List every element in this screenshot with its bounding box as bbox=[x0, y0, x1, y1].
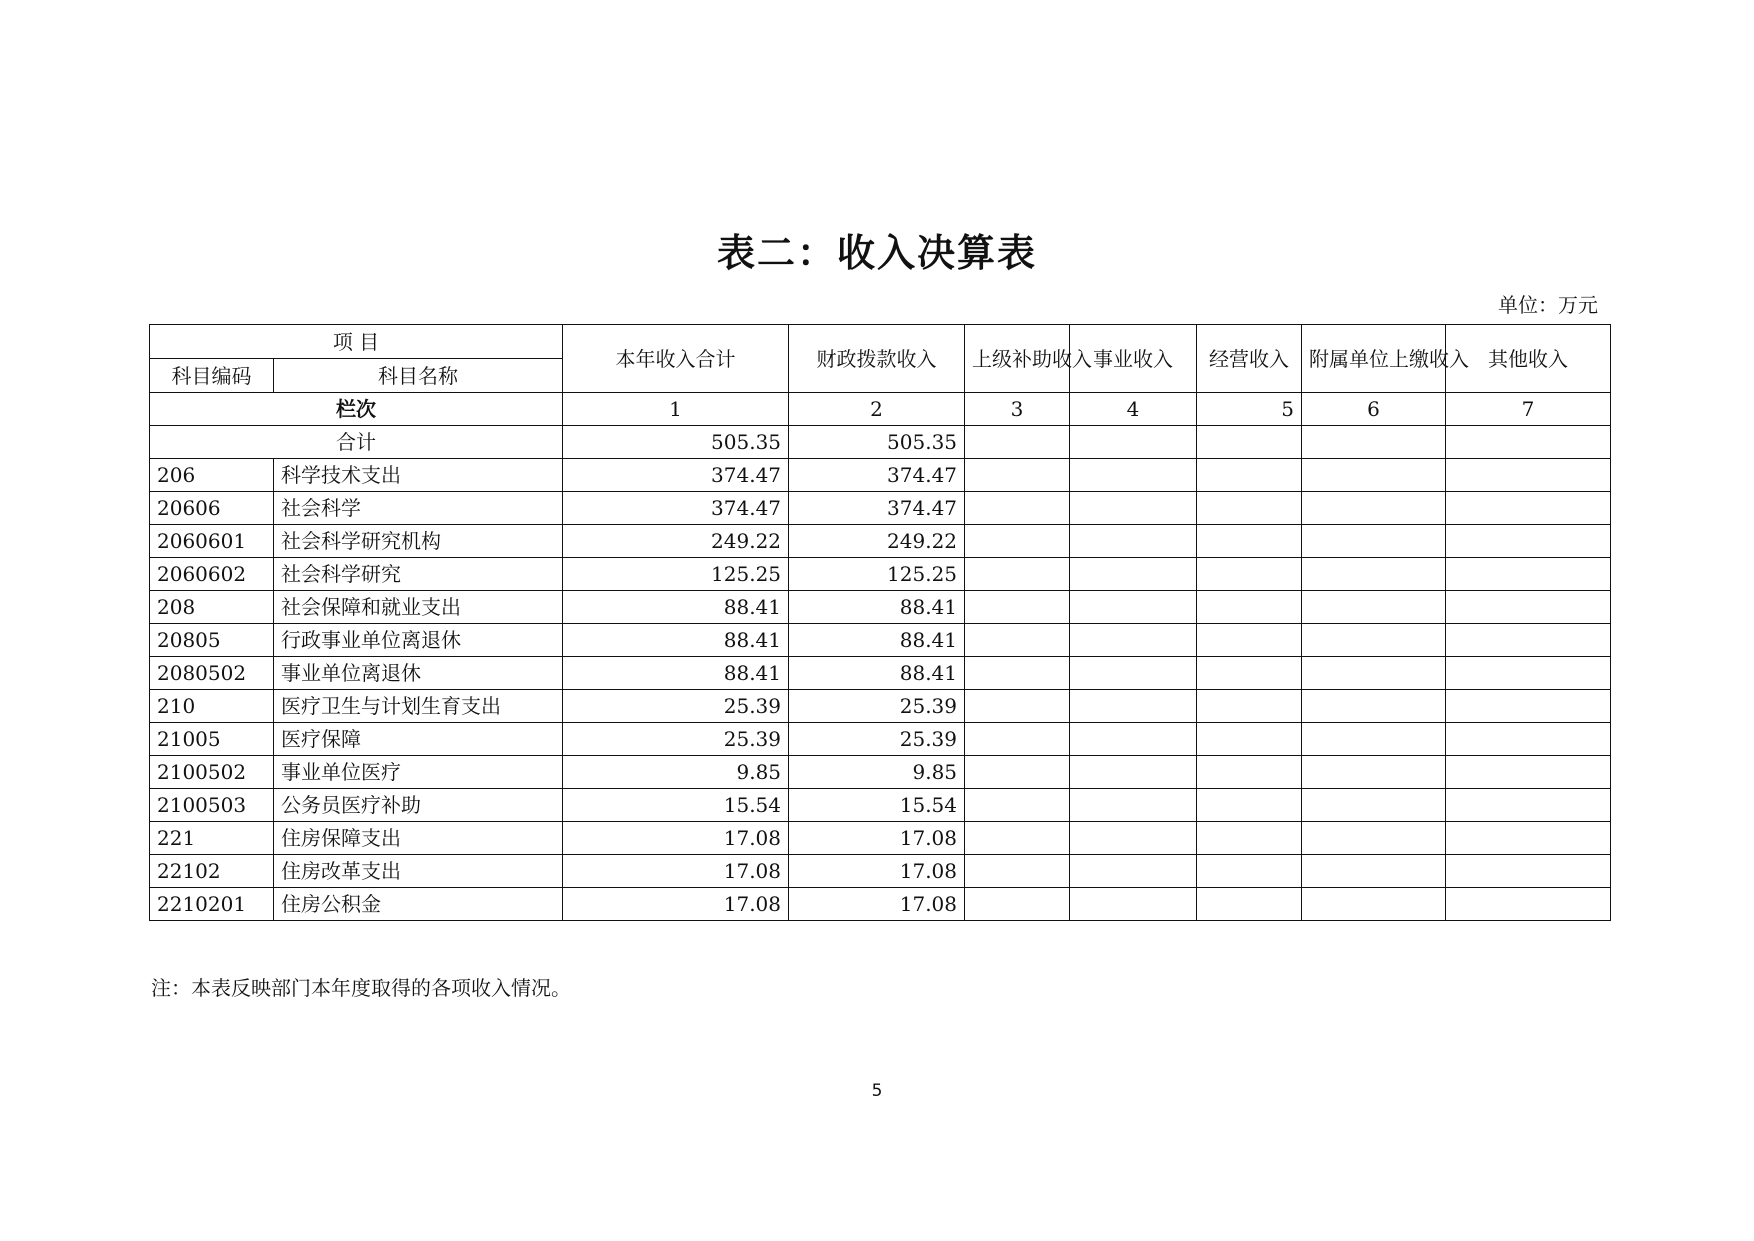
empty-cell bbox=[1070, 822, 1197, 855]
header-item: 项 目 bbox=[150, 325, 563, 359]
empty-cell bbox=[1302, 657, 1446, 690]
empty-cell bbox=[965, 888, 1070, 921]
empty-cell bbox=[1446, 789, 1611, 822]
fiscal-income: 374.47 bbox=[789, 459, 965, 492]
index-label: 栏次 bbox=[150, 393, 563, 426]
empty-cell bbox=[1302, 591, 1446, 624]
fiscal-income: 17.08 bbox=[789, 888, 965, 921]
header-name: 科目名称 bbox=[274, 359, 563, 393]
empty-cell bbox=[1302, 822, 1446, 855]
subject-name: 事业单位医疗 bbox=[274, 756, 563, 789]
empty-cell bbox=[965, 789, 1070, 822]
empty-cell bbox=[965, 690, 1070, 723]
table-row bbox=[150, 657, 1611, 690]
empty-cell bbox=[1446, 756, 1611, 789]
subject-code: 2080502 bbox=[150, 657, 274, 690]
table-row bbox=[150, 690, 1611, 723]
income-total: 374.47 bbox=[563, 492, 789, 525]
empty-cell bbox=[965, 558, 1070, 591]
empty-cell bbox=[965, 591, 1070, 624]
empty-cell bbox=[1446, 591, 1611, 624]
fiscal-value: 505.35 bbox=[789, 426, 965, 459]
empty-cell bbox=[1197, 723, 1302, 756]
income-total: 25.39 bbox=[563, 723, 789, 756]
index-2: 2 bbox=[789, 393, 965, 426]
index-4: 4 bbox=[1070, 393, 1197, 426]
income-total: 9.85 bbox=[563, 756, 789, 789]
subject-name: 行政事业单位离退休 bbox=[274, 624, 563, 657]
empty-cell bbox=[965, 492, 1070, 525]
table-row bbox=[150, 492, 1611, 525]
empty-cell bbox=[1070, 657, 1197, 690]
index-6: 6 bbox=[1302, 393, 1446, 426]
fiscal-income: 17.08 bbox=[789, 855, 965, 888]
fiscal-income: 88.41 bbox=[789, 591, 965, 624]
index-3: 3 bbox=[965, 393, 1070, 426]
subject-name: 社会科学 bbox=[274, 492, 563, 525]
table-row bbox=[150, 558, 1611, 591]
subject-code: 2060602 bbox=[150, 558, 274, 591]
table-note: 注：本表反映部门本年度取得的各项收入情况。 bbox=[151, 976, 571, 1000]
page-number: 5 bbox=[871, 1081, 883, 1101]
fiscal-income: 15.54 bbox=[789, 789, 965, 822]
subject-name: 住房保障支出 bbox=[274, 822, 563, 855]
income-total: 125.25 bbox=[563, 558, 789, 591]
empty-cell bbox=[1302, 690, 1446, 723]
empty-cell bbox=[1070, 591, 1197, 624]
income-total: 17.08 bbox=[563, 855, 789, 888]
empty-cell bbox=[1302, 855, 1446, 888]
subject-name: 住房改革支出 bbox=[274, 855, 563, 888]
empty-cell bbox=[1302, 492, 1446, 525]
total-label: 合计 bbox=[150, 426, 563, 459]
empty-cell bbox=[1070, 624, 1197, 657]
empty-cell bbox=[1446, 558, 1611, 591]
empty-cell bbox=[1446, 624, 1611, 657]
empty-cell bbox=[965, 756, 1070, 789]
subject-name: 公务员医疗补助 bbox=[274, 789, 563, 822]
empty-cell bbox=[1302, 459, 1446, 492]
income-total: 88.41 bbox=[563, 657, 789, 690]
empty-cell bbox=[1197, 690, 1302, 723]
empty-cell bbox=[1302, 624, 1446, 657]
income-total: 88.41 bbox=[563, 591, 789, 624]
empty-cell bbox=[1446, 657, 1611, 690]
empty-cell bbox=[1070, 690, 1197, 723]
empty-cell bbox=[1197, 822, 1302, 855]
fiscal-income: 17.08 bbox=[789, 822, 965, 855]
empty-cell bbox=[1197, 525, 1302, 558]
subject-code: 208 bbox=[150, 591, 274, 624]
subject-code: 20805 bbox=[150, 624, 274, 657]
header-col5: 经营收入 bbox=[1197, 325, 1302, 393]
subject-code: 206 bbox=[150, 459, 274, 492]
empty-cell bbox=[1197, 888, 1302, 921]
index-7: 7 bbox=[1446, 393, 1611, 426]
subject-code: 20606 bbox=[150, 492, 274, 525]
income-table bbox=[149, 324, 1611, 921]
empty-cell bbox=[1446, 888, 1611, 921]
empty-cell bbox=[1302, 789, 1446, 822]
table-row bbox=[150, 855, 1611, 888]
income-total: 249.22 bbox=[563, 525, 789, 558]
fiscal-income: 125.25 bbox=[789, 558, 965, 591]
fiscal-income: 25.39 bbox=[789, 690, 965, 723]
fiscal-income: 374.47 bbox=[789, 492, 965, 525]
subject-name: 社会保障和就业支出 bbox=[274, 591, 563, 624]
subject-name: 住房公积金 bbox=[274, 888, 563, 921]
empty-cell bbox=[1070, 558, 1197, 591]
header-col7: 其他收入 bbox=[1446, 325, 1611, 393]
fiscal-income: 88.41 bbox=[789, 657, 965, 690]
empty-cell bbox=[1446, 822, 1611, 855]
empty-cell bbox=[1070, 789, 1197, 822]
empty-cell bbox=[1302, 558, 1446, 591]
empty-cell bbox=[1197, 492, 1302, 525]
empty-cell bbox=[965, 855, 1070, 888]
empty-cell bbox=[1070, 459, 1197, 492]
fiscal-income: 25.39 bbox=[789, 723, 965, 756]
income-total: 17.08 bbox=[563, 822, 789, 855]
empty-cell bbox=[965, 657, 1070, 690]
table-body bbox=[150, 459, 1611, 921]
subject-code: 2100503 bbox=[150, 789, 274, 822]
empty-cell bbox=[965, 624, 1070, 657]
empty-cell bbox=[1070, 723, 1197, 756]
empty-cell bbox=[965, 723, 1070, 756]
table-row bbox=[150, 822, 1611, 855]
empty-cell bbox=[1070, 492, 1197, 525]
empty-cell bbox=[1446, 459, 1611, 492]
income-total: 17.08 bbox=[563, 888, 789, 921]
empty-cell bbox=[1197, 855, 1302, 888]
empty-cell bbox=[1070, 888, 1197, 921]
header-col1: 本年收入合计 bbox=[563, 325, 789, 393]
table-row bbox=[150, 591, 1611, 624]
table-row bbox=[150, 624, 1611, 657]
index-row bbox=[150, 393, 1611, 426]
subject-code: 2100502 bbox=[150, 756, 274, 789]
empty-cell bbox=[1302, 723, 1446, 756]
empty-cell bbox=[1070, 756, 1197, 789]
table-row bbox=[150, 756, 1611, 789]
header-col4: 事业收入 bbox=[1070, 325, 1197, 393]
subject-code: 21005 bbox=[150, 723, 274, 756]
header-col6: 附属单位上缴收入 bbox=[1302, 325, 1446, 393]
empty-cell bbox=[1070, 525, 1197, 558]
empty-cell bbox=[1197, 591, 1302, 624]
header-col2: 财政拨款收入 bbox=[789, 325, 965, 393]
income-total: 374.47 bbox=[563, 459, 789, 492]
empty-cell bbox=[1302, 525, 1446, 558]
empty-cell bbox=[1446, 855, 1611, 888]
subject-name: 社会科学研究 bbox=[274, 558, 563, 591]
income-total: 15.54 bbox=[563, 789, 789, 822]
income-total: 25.39 bbox=[563, 690, 789, 723]
index-5: 5 bbox=[1197, 393, 1302, 426]
total-value: 505.35 bbox=[563, 426, 789, 459]
subject-name: 社会科学研究机构 bbox=[274, 525, 563, 558]
empty-cell bbox=[1197, 756, 1302, 789]
subject-name: 医疗卫生与计划生育支出 bbox=[274, 690, 563, 723]
fiscal-income: 88.41 bbox=[789, 624, 965, 657]
fiscal-income: 9.85 bbox=[789, 756, 965, 789]
subject-name: 事业单位离退休 bbox=[274, 657, 563, 690]
empty-cell bbox=[1197, 657, 1302, 690]
empty-cell bbox=[1197, 624, 1302, 657]
table-row bbox=[150, 789, 1611, 822]
header-col3: 上级补助收入 bbox=[965, 325, 1070, 393]
empty-cell bbox=[1446, 723, 1611, 756]
unit-label: 单位：万元 bbox=[1498, 293, 1598, 317]
total-row bbox=[150, 426, 1611, 459]
empty-cell bbox=[1446, 492, 1611, 525]
empty-cell bbox=[1070, 855, 1197, 888]
empty-cell bbox=[1302, 756, 1446, 789]
subject-code: 221 bbox=[150, 822, 274, 855]
table-row bbox=[150, 525, 1611, 558]
empty-cell bbox=[1197, 789, 1302, 822]
empty-cell bbox=[1197, 459, 1302, 492]
subject-code: 22102 bbox=[150, 855, 274, 888]
empty-cell bbox=[1446, 525, 1611, 558]
table-row bbox=[150, 723, 1611, 756]
empty-cell bbox=[965, 459, 1070, 492]
empty-cell bbox=[1302, 888, 1446, 921]
fiscal-income: 249.22 bbox=[789, 525, 965, 558]
empty-cell bbox=[1446, 690, 1611, 723]
income-total: 88.41 bbox=[563, 624, 789, 657]
subject-code: 2210201 bbox=[150, 888, 274, 921]
index-1: 1 bbox=[563, 393, 789, 426]
subject-name: 科学技术支出 bbox=[274, 459, 563, 492]
subject-name: 医疗保障 bbox=[274, 723, 563, 756]
table-row bbox=[150, 459, 1611, 492]
header-code: 科目编码 bbox=[150, 359, 274, 393]
empty-cell bbox=[965, 525, 1070, 558]
table-row bbox=[150, 888, 1611, 921]
subject-code: 2060601 bbox=[150, 525, 274, 558]
empty-cell bbox=[965, 822, 1070, 855]
subject-code: 210 bbox=[150, 690, 274, 723]
page-title: 表二：收入决算表 bbox=[716, 230, 1037, 275]
empty-cell bbox=[1197, 558, 1302, 591]
